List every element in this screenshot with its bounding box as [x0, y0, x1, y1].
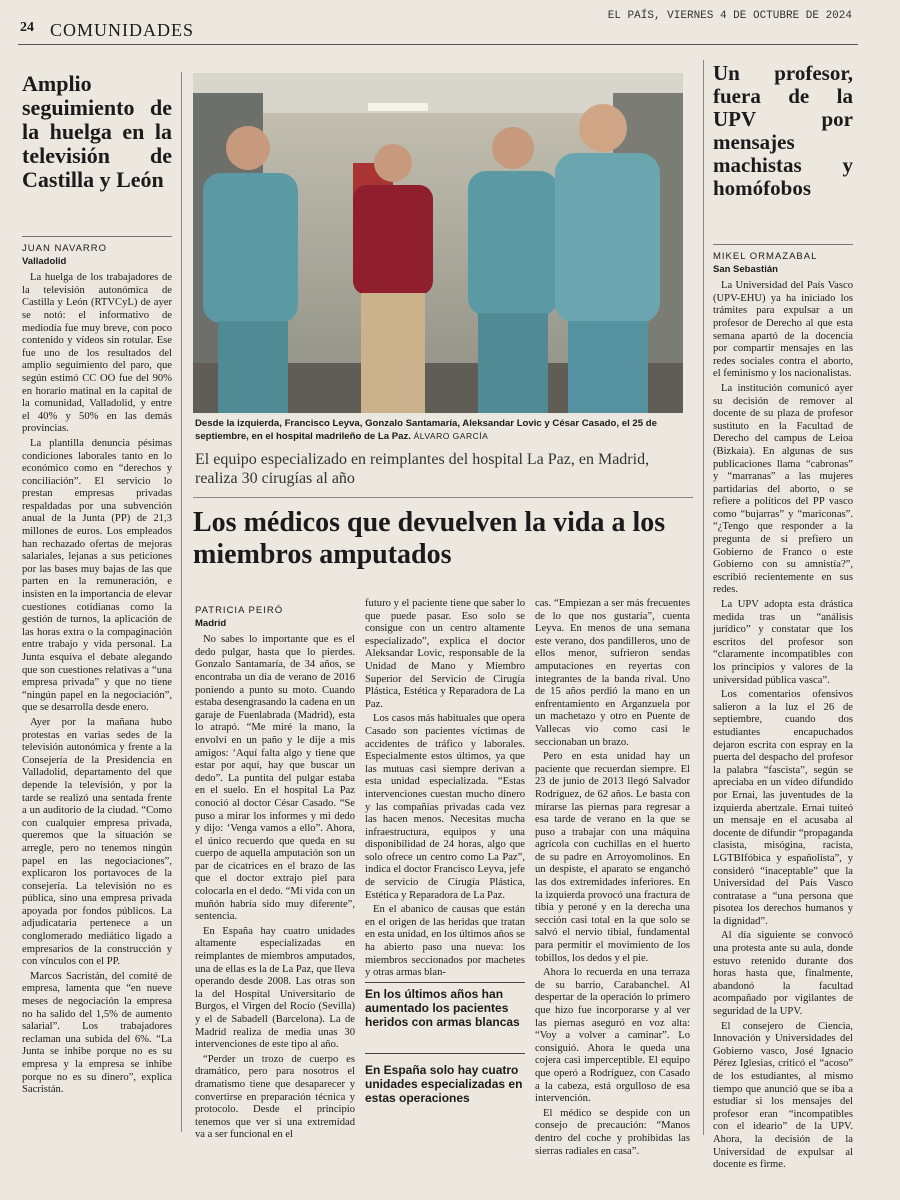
pull-rule [365, 982, 525, 983]
main-paragraph: “Perder un trozo de cuerpo es dramático, pero para nosotros el dramatismo tiene que desaparecer y convertirse en preparación técnica y protocolo. Desde el principio tenemos que ver si una extremidad va a ser funcional en el [195, 1053, 355, 1141]
main-place: Madrid [195, 617, 227, 629]
main-paragraph: Pero en esta unidad hay un paciente que recuerdan siempre. El 23 de junio de 2013 llegó Salvador Rodríguez, de 62 años. Le basta con mirarse las piernas para regresar a esa tarde de verano en la que se puso a trabajar con una máquina agrícola con cuchillas en el huerto de su padre en Arroyomolinos. En un despiste, el aparato se enganchó las dos extremidades inferiores. En la izquierda provocó una fractura de tibia y peroné y en la derecha una sección casi total en la que solo se salvó el nervio tibial, fundamental para permitir el movimiento de los tobillos, los dedos y el pie. [535, 751, 690, 964]
left-paragraph: Ayer por la mañana hubo protestas en varias sedes de la televisión autonómica y frente a la Consejería de la Presidencia en Valladolid, departamento del que depende la televisión, y por la tarde se realizó una sentada frente a un auditorio de la ciudad. “Como con cualquier empresa privada, queremos que la situación se arregle, pero no tenemos ningún papel en las negociaciones”, explicaron los portavoces de la consejería. La televisión no es pública, sino una empresa privada apoyada por fondos públicos. La adjudicataria pertenece a un conglomerado mediático ligado a empresarios de la construcción y con vínculos con el PP. [22, 716, 172, 968]
left-headline: Amplio seguimiento de la huelga en la televisión de Castilla y León [22, 71, 172, 192]
pull-rule [365, 1053, 525, 1054]
left-paragraph: La huelga de los trabajadores de la televisión autonómica de Castilla y León (RTVCyL) de ayer se notó: el informativo de mediodía fue muy breve, con poco contenido y vídeos sin rotular. Ese fue uno de los resultados del amplio seguimiento del paro, que según estimó CC OO fue del 90% en horario matinal en la capital de la comunidad, Valladolid, y entre el 40% y 50% en las demás provincias. [22, 272, 172, 435]
main-paragraph: No sabes lo importante que es el dedo pulgar, hasta que lo pierdes. Gonzalo Santamaría, de 34 años, se encontraba un día de verano de 2016 poniendo a punto su moto. Cuando estaba desengrasando la cadena en un garaje de Fuenlabrada (Madrid), esta lo atrapó. “Me miré la mano, la envolví en un paño y le dije a mis amigos: ‘Aquí falta algo y tiene que estar por aquí, hay que buscar un dedo”. La puntita del pulgar estaba en el suelo. En el hospital La Paz conoció al doctor César Casado. “Se puso a mirar los informes y mi dedo y dijo: ‘Venga vamos a ello”. Ahora, el único recuerdo que queda en su cuerpo de aquella amputación son un par de cicatrices en el brazo de las que el doctor extrajo piel para colocarla en el dedo. “Mi vida con un muñón habría sido muy diferente”, sentencia. [195, 634, 355, 923]
main-paragraph: En el abanico de causas que están en el origen de las heridas que tratan en esta unidad, en los últimos años se ha abierto paso una nueva: los miembros seccionados por machetes y otras armas blan- [365, 904, 525, 979]
right-place: San Sebastián [713, 263, 778, 275]
left-paragraph: Marcos Sacristán, del comité de empresa, lamenta que “en nueve meses de negociación la empresa no ha salido del 1,5% de aumento salarial”. Los trabajadores reclaman una subida del 6%. “La Junta se inhibe porque no es su empresa y la empresa se inhibe porque no es su dinero”, explica Sacristán. [22, 970, 172, 1096]
page-number: 24 [20, 20, 34, 35]
main-paragraph: futuro y el paciente tiene que saber lo que puede pasar. Eso solo se consigue con un centro altamente especializado”, explica el doctor Aleksandar Lovic, responsable de la Unidad de Mano y Miembro Superior del Servicio de Cirugía Plástica, Estética y Reparadora de La Paz. [365, 598, 525, 710]
column-rule [181, 72, 182, 1132]
main-paragraph: En España hay cuatro unidades altamente especializadas en reimplantes de miembros amputados, una de ellas es la de La Paz, que lleva operando desde 2008. Las otras son la del Hospital Universitario de Burgos, el Virgen del Rocío (Sevilla) y el de Sabadell (Barcelona). La de Madrid realiza de media unas 30 intervenciones de este tipo al año. [195, 925, 356, 1051]
main-byline: PATRICIA PEIRÓ [195, 605, 284, 616]
right-paragraph: Los comentarios ofensivos salieron a la luz el 26 de septiembre, cuando dos estudiantes encapuchados dejaron escrita con espray en la puerta del despacho del profesor la palabra “fascista”, según se apreciaba en un vídeo difundido por Ernai, las juventudes de la izquierda abertzale. Ernai tuiteó un mensaje en el acusaba al docente de difundir “propaganda clasista, misógina, racista, LGTBIfóbica y españolista”, y consideró “inaceptable” que la Universidad del País Vasco contratase a “una persona que pisotea los derechos humanos y la dignidad”. [713, 689, 853, 927]
caption-text: Desde la izquierda, Francisco Leyva, Gonzalo Santamaría, Aleksandar Lovic y César Casado, el 25 de septiembre, en el hospital madrileño de La Paz. [195, 418, 657, 442]
header-rule [18, 44, 858, 45]
main-column-1 [195, 605, 356, 1141]
photo-credit: ÁLVARO GARCÍA [413, 431, 489, 441]
main-paragraph: Los casos más habituales que opera Casado son pacientes víctimas de accidentes de tráfico y laborales. Especialmente estos últimos, ya que las mutuas casi siempre derivan a esta unidad especializada. “Estas intervenciones cuestan mucho dinero y las compañías privadas cada vez las hacen menos. Necesitas mucha infraestructura, equipos y una disponibilidad de 24 horas, algo que solo ofrece un centro como La Paz”, indica el doctor Francisco Leyva, jefe de servicio de Cirugía Plástica, Estética y Reparadora de La Paz. [365, 713, 526, 901]
dateline: EL PAÍS, VIERNES 4 DE OCTUBRE DE 2024 [607, 10, 852, 22]
right-article [713, 61, 853, 1171]
main-paragraph: cas. “Empiezan a ser más frecuentes de lo que nos gustaría”, cuenta Leyva. En menos de una semana este verano, dos pandilleros, uno de ellos menor, sufrieron sendas amputaciones en reyertas con integrantes de la banda rival. Uno de 15 años perdió la mano en un enfrentamiento en Arganzuela por un machetazo y otro en Puente de Vallecas vio como casi le seccionaban un brazo. [535, 598, 690, 748]
right-paragraph: Al día siguiente se convocó una protesta ante su aula, donde estuvo retenido durante dos horas hasta que, finalmente, abandonó la facultad acompañado por vigilantes de seguridad de la UPV. [713, 930, 853, 1018]
main-subheadline: El equipo especializado en reimplantes del hospital La Paz, en Madrid, realiza 30 cirugías al año [195, 451, 650, 487]
right-byline: MIKEL ORMAZABAL [713, 251, 818, 262]
main-paragraph: Ahora lo recuerda en una terraza de su barrio, Carabanchel. Al despertar de la operación lo primero que hizo fue incorporarse y al ver las piernas aseguró en voz alta: “Voy a volver a caminar”. Lo consiguió. Ahora le queda una cojera casi imperceptible. El equipo que operó a Rodríguez, con Casado a la cabeza, está orgulloso de esa intervención. [535, 967, 690, 1105]
left-paragraph: La plantilla denuncia pésimas condiciones laborales tanto en lo económico como en “derechos y conciliación”. El servicio lo prestan empresas privadas respaldadas por una subvención anual de la Junta (PP) de 21,3 millones de euros. Los empleados han rechazado ofertas de mejoras salariales, lejanas a sus peticiones por las bases muy bajas de las que parten en la remuneración, e insisten en la importancia de elevar cuestiones cotidianas como la gestión de turnos, la aplicación de las horas extra o la compaginación entre trabajo y vida personal. La Junta esquiva el debate alegando que son cuestiones relativas a “una empresa privada” y que no tiene “ningún papel en la negociación”, que se desarrolla desde enero. [22, 437, 172, 714]
main-column-3 [535, 598, 690, 1157]
left-place: Valladolid [22, 255, 67, 267]
right-headline: Un profesor, fuera de la UPV por mensajes machistas y homófobos [713, 61, 853, 200]
pull-quote-2: En España solo hay cuatro unidades especializadas en estas operaciones [365, 1063, 523, 1105]
column-rule [703, 60, 704, 1135]
section-title: COMUNIDADES [50, 20, 195, 40]
right-paragraph: La institución comunicó ayer su decisión de remover al docente de su plaza de profesor sustituto en la Facultad de Derecho del campus de Leioa (Bizkaia). En algunas de sus publicaciones llama “cabronas” y “marranas” a las mujeres partidarias del aborto, o se refiere a políticos del PP vasco como “bujarras” y “mariconas”. “¿Tengo que responder a la pregunta de si prefiero un Gobierno de Franco o este Gobierno con su amnistía?”, escribió recientemente en sus redes. [713, 382, 853, 596]
left-article [22, 72, 172, 1132]
photo-illustration [193, 73, 683, 413]
main-headline: Los médicos que devuelven la vida a los miembros amputados [193, 507, 666, 570]
doctors-photo [193, 73, 683, 413]
main-paragraph: El médico se despide con un consejo de precaución: “Manos dentro del coche y prohibidas las sierras radiales en casa”. [535, 1107, 690, 1157]
left-byline: JUAN NAVARRO [22, 243, 108, 254]
pull-quote-1: En los últimos años han aumentado los pacientes heridos con armas blancas [365, 987, 520, 1029]
right-paragraph: La UPV adopta esta drástica medida tras un “análisis jurídico” y constatar que los escritos del profesor son “claramente incompatibles con los principios y valores de la universidad pública vasca”. [713, 599, 853, 686]
right-paragraph: El consejero de Ciencia, Innovación y Universidades del Gobierno vasco, José Ignacio Pérez Iglesias, criticó el “acoso” de los estudiantes, al mismo tiempo que anunció que se iba a estudiar si los mensajes del profesor eran “incompatibles con el ideario” de la UPV. Ahora, la decisión de la Universidad de expulsar al docente es firme. [713, 1020, 853, 1171]
right-paragraph: La Universidad del País Vasco (UPV-EHU) ya ha iniciado los trámites para expulsar a un profesor de Derecho al que esta semana apartó de la docencia por compartir mensajes en las redes sociales contra el aborto, el feminismo y los nacionalistas. [713, 280, 853, 380]
main-column-2 [365, 598, 526, 979]
photo-caption [195, 418, 685, 443]
subhead-rule [193, 497, 693, 498]
